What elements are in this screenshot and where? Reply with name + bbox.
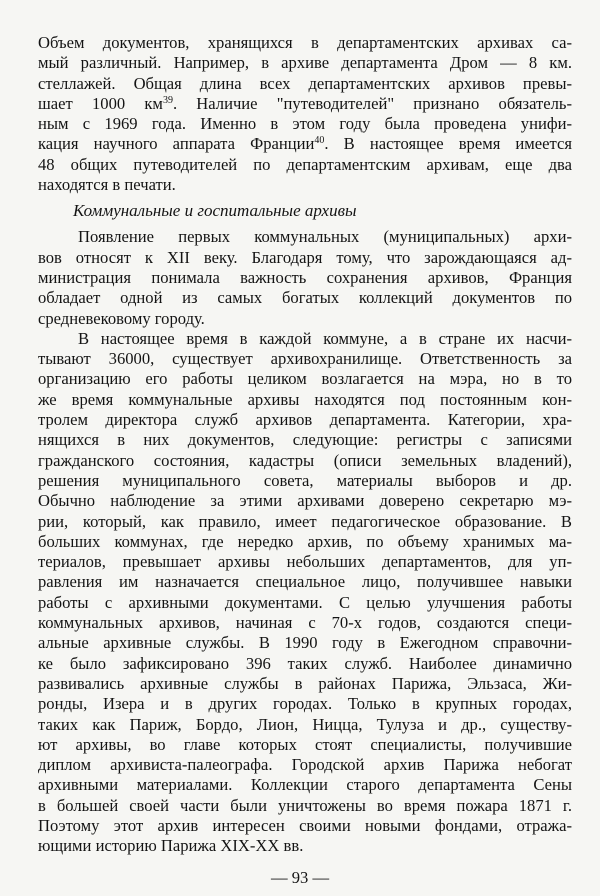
text-line: ют архивы, во главе которых стоят специалисты, получившие	[38, 734, 572, 754]
text-line	[38, 94, 572, 114]
text-line: 48 общих путеводителей по департаментским архивам, еще два	[38, 154, 572, 174]
paragraph	[38, 33, 572, 195]
text-line: таких как Париж, Бордо, Лион, Ницца, Тулуза и др., существу-	[38, 714, 572, 734]
text-line: средневековому городу.	[38, 308, 205, 328]
text-line: развивались архивные службы в районах Парижа, Эльзаса, Жи-	[38, 673, 572, 693]
text-line: ронды, Изера и в других городах. Только в крупных городах,	[38, 694, 572, 714]
text-line: нящихся в них документов, следующие: регистры с записями	[38, 430, 572, 450]
line-text: . Наличие "путеводителей" признано обязатель-	[172, 93, 572, 113]
text-line: вов относят к XII веку. Благодаря тому, что зарождающаяся ад-	[38, 247, 572, 267]
text-line: министрация понимала важность сохранения архивов, Франция	[38, 267, 572, 287]
text-line: организацию его работы целиком возлагается на мэра, но в то	[38, 369, 572, 389]
text-line: гражданского состояния, кадастры (описи земельных владений),	[38, 450, 572, 470]
footnote-ref: 39	[162, 94, 173, 106]
text-line: диплом архивиста-палеографа. Городской архив Парижа небогат	[38, 755, 572, 775]
text-line: мый различный. Например, в архиве департамента Дром — 8 км.	[38, 53, 572, 73]
text-line: работы с архивными документами. С целью улучшения работы	[38, 592, 572, 612]
text-line: Объем документов, хранящихся в департаментских архивах са-	[38, 33, 572, 52]
line-text: кация научного аппарата Франции	[38, 134, 315, 154]
text-line: Обычно наблюдение за этими архивами доверено секретарю мэ-	[38, 491, 572, 511]
line-text: . В настоящее время имеется	[324, 134, 572, 154]
text-line: стеллажей. Общая длина всех департаментских архивов превы-	[38, 73, 572, 93]
text-line: обладает одной из самых богатых коллекций документов по	[38, 288, 572, 308]
paragraph	[38, 329, 572, 857]
text-line: архивными материалами. Коллекции старого департамента Сены	[38, 775, 572, 795]
text-line: находятся в печати.	[38, 175, 176, 195]
section-heading: Коммунальные и госпитальные архивы	[73, 201, 357, 221]
paragraph	[38, 227, 572, 328]
text-line	[38, 134, 572, 154]
text-line: Поэтому этот архив интересен своими новыми фондами, отража-	[38, 815, 572, 835]
text-line: альные архивные службы. В 1990 году в Ежегодном справочни-	[38, 633, 572, 653]
text-line: тролем директора служб архивов департамента. Категории, хра-	[38, 410, 572, 430]
text-line: ющими историю Парижа XIX-XX вв.	[38, 836, 304, 856]
text-line: териалов, превышает архивы небольших департаментов, для уп-	[38, 552, 572, 572]
line-text: шает 1000 км	[38, 93, 163, 113]
text-line: равления им назначается специальное лицо, получившее навыки	[38, 572, 572, 592]
text-line: ке было зафиксировано 396 таких служб. Наиболее динамично	[38, 653, 572, 673]
page-body	[38, 33, 572, 857]
text-line: Появление первых коммунальных (муниципальных) архи-	[78, 227, 572, 247]
text-line: тывают 36000, существует архивохранилище. Ответственность за	[38, 349, 572, 369]
text-line: больших коммунах, где нередко архив, по объему хранимых ма-	[38, 531, 572, 551]
footnote-ref: 40	[314, 135, 325, 147]
text-line: в большей своей части были уничтожены во время пожара 1871 г.	[38, 795, 572, 815]
text-line: коммунальных архивов, начиная с 70-х годов, создаются специ-	[38, 613, 572, 633]
text-line: же время коммунальные архивы находятся под постоянным кон-	[38, 389, 572, 409]
page-number: — 93 —	[270, 868, 330, 887]
text-line: рии, который, как правило, имеет педагогическое образование. В	[38, 511, 572, 531]
text-line: В настоящее время в каждой коммуне, а в стране их насчи-	[78, 328, 572, 348]
text-line: ным с 1969 года. Именно в этом году была проведена унифи-	[38, 114, 572, 134]
text-line: решения муниципального совета, материалы выборов и др.	[38, 470, 572, 490]
